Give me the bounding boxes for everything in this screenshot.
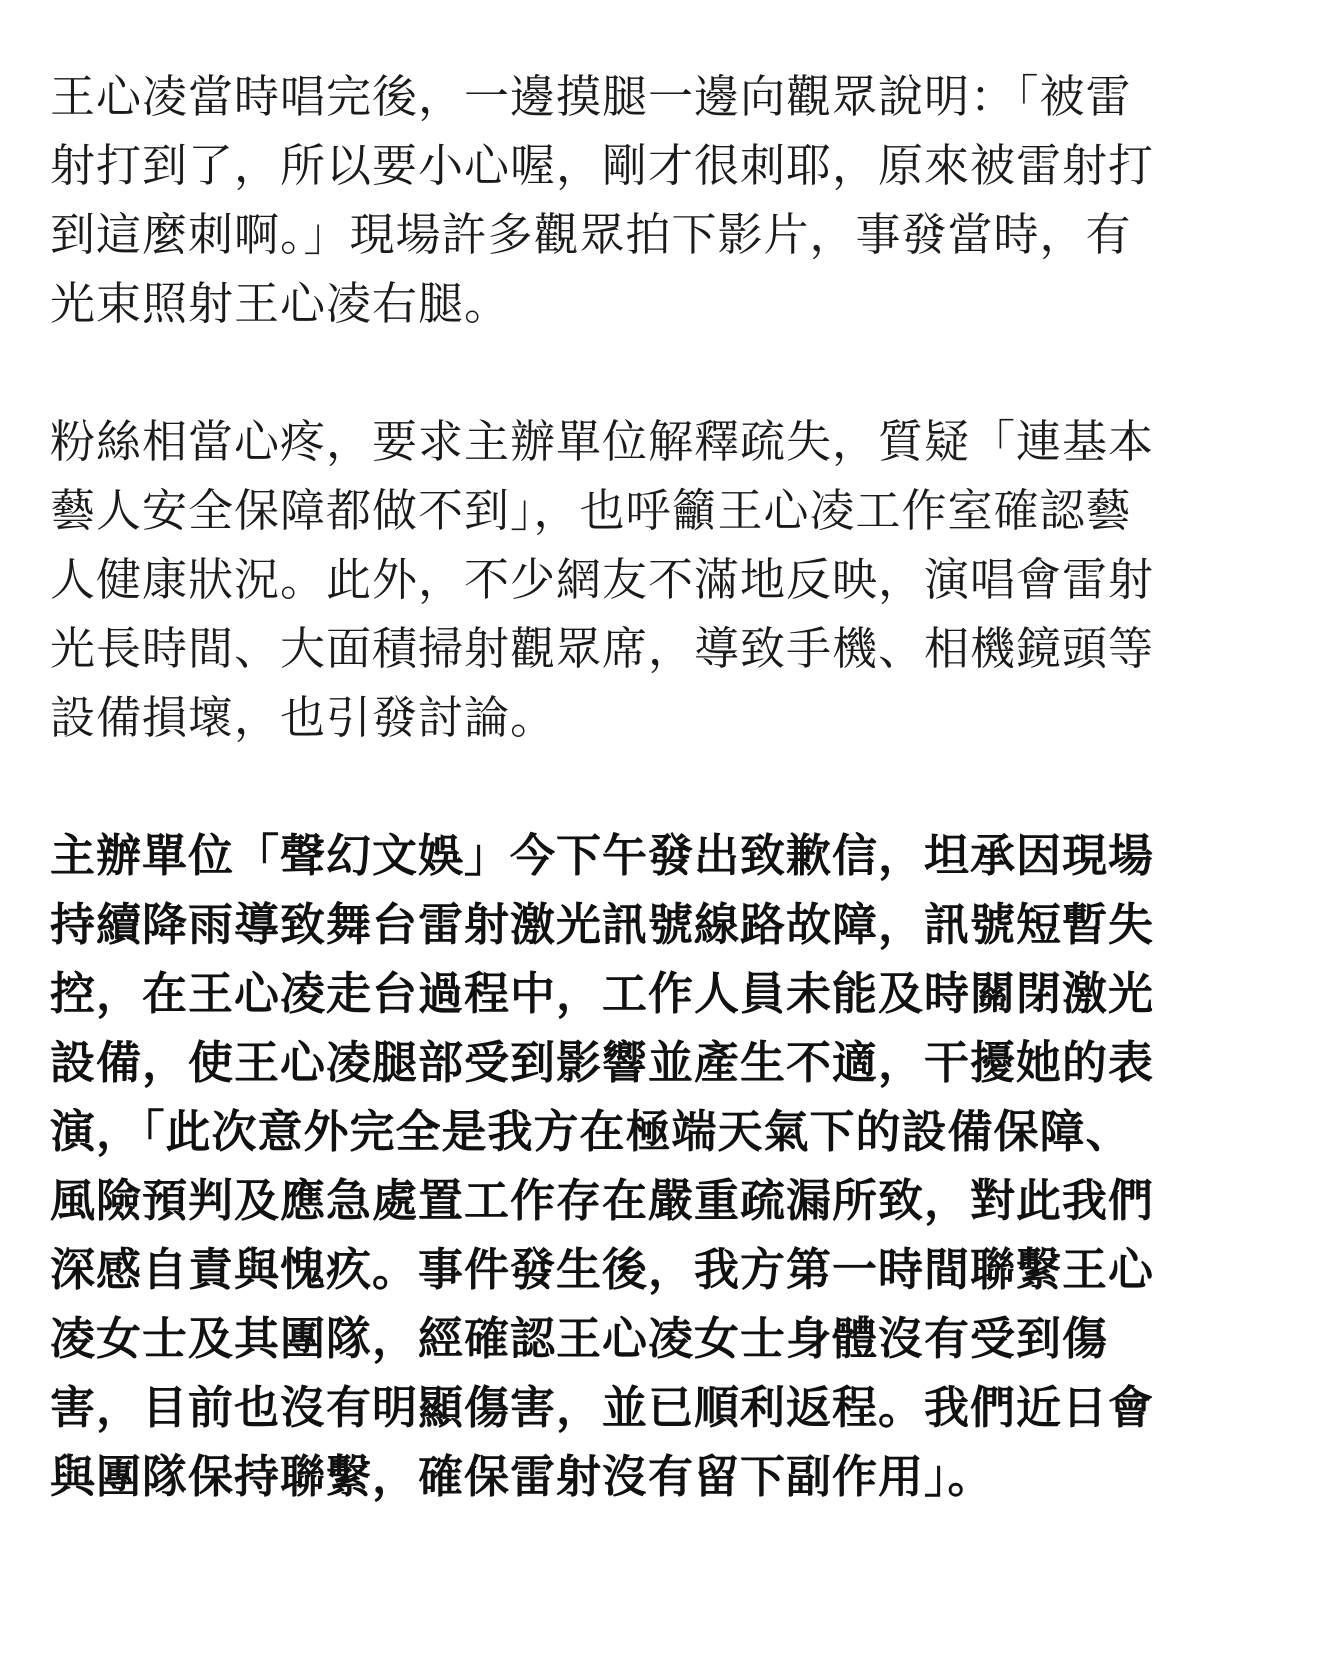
article-body bbox=[50, 62, 1262, 1511]
paragraph-line: 光束照射王心凌右腿。 bbox=[50, 277, 511, 330]
paragraph-line: 射打到了，所以要小心喔，剛才很刺耶，原來被雷射打 bbox=[50, 139, 1155, 192]
paragraph-line: 與團隊保持聯繫，確保雷射沒有留下副作用」。 bbox=[50, 1450, 994, 1503]
paragraph-line: 控，在王心凌走台過程中，工作人員未能及時關閉激光 bbox=[50, 967, 1155, 1020]
paragraph-line: 光長時間、大面積掃射觀眾席，導致手機、相機鏡頭等 bbox=[50, 622, 1155, 675]
paragraph-line: 到這麼刺啊。」現場許多觀眾拍下影片，事發當時，有 bbox=[50, 208, 1132, 261]
paragraph-line: 設備損壞，也引發討論。 bbox=[50, 691, 557, 744]
paragraph-line: 主辦單位「聲幻文娛」今下午發出致歉信，坦承因現場 bbox=[50, 829, 1155, 882]
paragraph-2 bbox=[50, 407, 1262, 752]
paragraph-line: 持續降雨導致舞台雷射激光訊號線路故障，訊號短暫失 bbox=[50, 898, 1155, 951]
paragraph-1 bbox=[50, 62, 1262, 338]
paragraph-line: 設備，使王心凌腿部受到影響並產生不適，干擾她的表 bbox=[50, 1036, 1155, 1089]
paragraph-3-bold-statement bbox=[50, 821, 1262, 1511]
paragraph-line: 風險預判及應急處置工作存在嚴重疏漏所致，對此我們 bbox=[50, 1174, 1155, 1227]
paragraph-line: 王心凌當時唱完後，一邊摸腿一邊向觀眾說明：「被雷 bbox=[50, 70, 1132, 123]
paragraph-line: 演，「此次意外完全是我方在極端天氣下的設備保障、 bbox=[50, 1105, 1132, 1158]
paragraph-line: 藝人安全保障都做不到」，也呼籲王心凌工作室確認藝 bbox=[50, 484, 1132, 537]
paragraph-line: 深感自責與愧疚。事件發生後，我方第一時間聯繫王心 bbox=[50, 1243, 1155, 1296]
paragraph-line: 人健康狀況。此外，不少網友不滿地反映，演唱會雷射 bbox=[50, 553, 1155, 606]
paragraph-line: 凌女士及其團隊，經確認王心凌女士身體沒有受到傷 bbox=[50, 1312, 1109, 1365]
paragraph-line: 害，目前也沒有明顯傷害，並已順利返程。我們近日會 bbox=[50, 1381, 1155, 1434]
paragraph-line: 粉絲相當心疼，要求主辦單位解釋疏失，質疑「連基本 bbox=[50, 415, 1155, 468]
